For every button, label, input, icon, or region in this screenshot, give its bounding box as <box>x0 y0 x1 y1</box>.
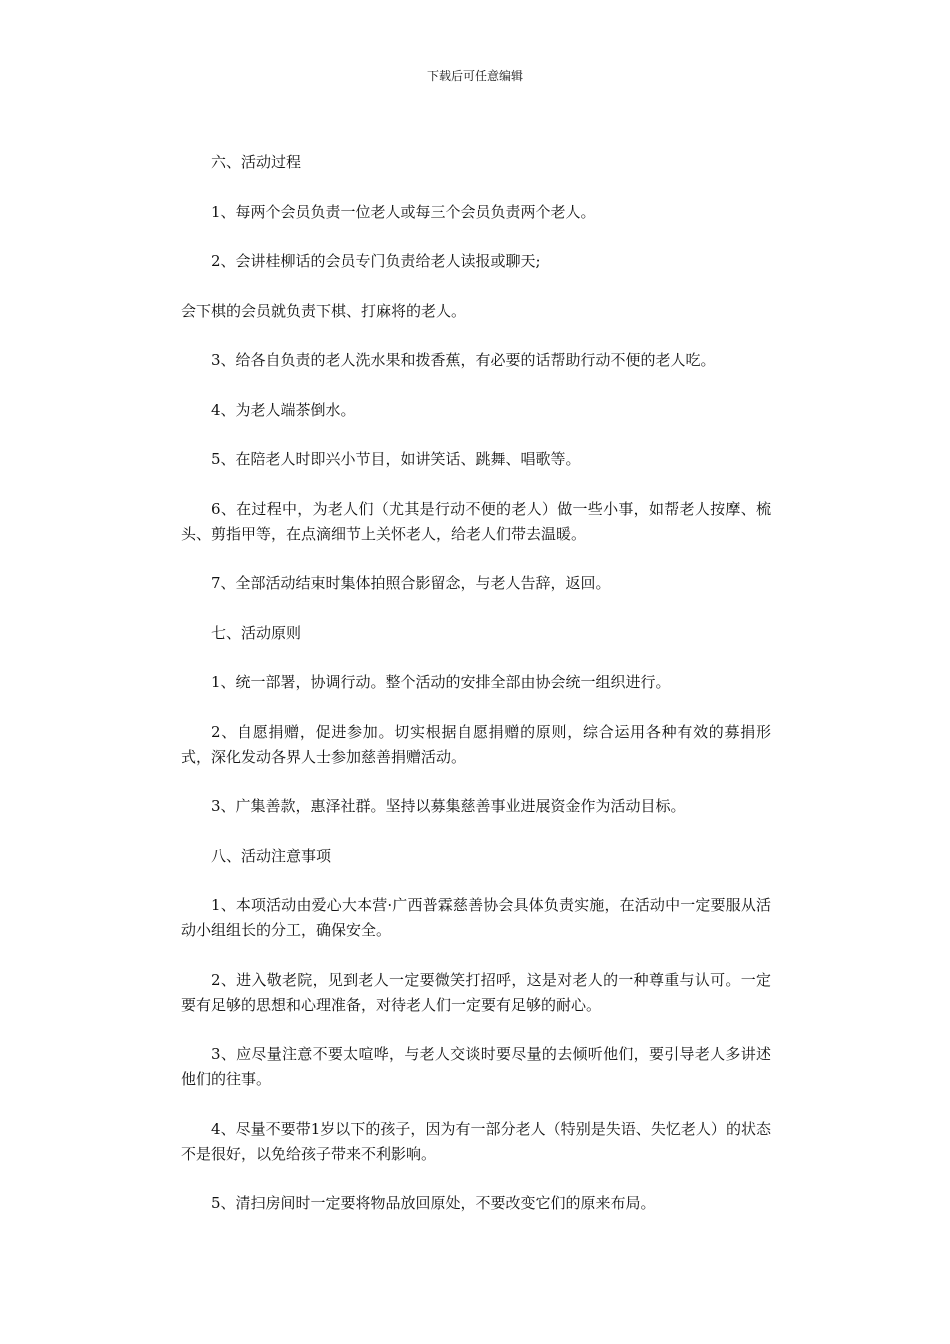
paragraph: 3、给各自负责的老人洗水果和拨香蕉，有必要的话帮助行动不便的老人吃。 <box>211 351 716 369</box>
paragraph: 4、尽量不要带1岁以下的孩子，因为有一部分老人（特别是失语、失忆老人）的状态不是很好，以免给孩子带来不利影响。 <box>181 1119 771 1163</box>
paragraph: 1、每两个会员负责一位老人或每三个会员负责两个老人。 <box>211 202 596 221</box>
section-heading: 八、活动注意事项 <box>211 846 332 865</box>
document-body <box>181 150 771 1216</box>
paragraph: 5、在陪老人时即兴小节目，如讲笑话、跳舞、唱歌等。 <box>211 450 581 468</box>
paragraph: 3、应尽量注意不要太喧哗，与老人交谈时要尽量的去倾听他们，要引导老人多讲述他们的往事。 <box>181 1045 771 1088</box>
paragraph: 2、自愿捐赠，促进参加。切实根据自愿捐赠的原则，综合运用各种有效的募捐形式，深化发动各界人士参加慈善捐赠活动。 <box>181 722 771 766</box>
paragraph: 4、为老人端茶倒水。 <box>211 400 356 419</box>
paragraph: 6、在过程中，为老人们（尤其是行动不便的老人）做一些小事，如帮老人按摩、梳头、剪指甲等，在点滴细节上关怀老人，给老人们带去温暖。 <box>181 499 771 543</box>
paragraph: 2、会讲桂柳话的会员专门负责给老人读报或聊天; <box>211 252 541 270</box>
paragraph: 1、本项活动由爱心大本营·广西普霖慈善协会具体负责实施，在活动中一定要服从活动小组组长的分工，确保安全。 <box>181 896 771 939</box>
paragraph: 会下棋的会员就负责下棋、打麻将的老人。 <box>181 301 467 320</box>
section-heading: 七、活动原则 <box>211 623 302 642</box>
page-header-note: 下载后可任意编辑 <box>426 69 523 83</box>
section-heading: 六、活动过程 <box>211 153 302 171</box>
paragraph: 7、全部活动结束时集体拍照合影留念，与老人告辞，返回。 <box>211 574 611 592</box>
paragraph: 3、广集善款，惠泽社群。坚持以募集慈善事业进展资金作为活动目标。 <box>211 797 686 815</box>
paragraph: 1、统一部署，协调行动。整个活动的安排全部由协会统一组织进行。 <box>211 673 671 691</box>
paragraph: 2、进入敬老院，见到老人一定要微笑打招呼，这是对老人的一种尊重与认可。一定要有足够的思想和心理准备，对待老人们一定要有足够的耐心。 <box>181 970 771 1014</box>
paragraph: 5、清扫房间时一定要将物品放回原处，不要改变它们的原来布局。 <box>211 1194 656 1212</box>
